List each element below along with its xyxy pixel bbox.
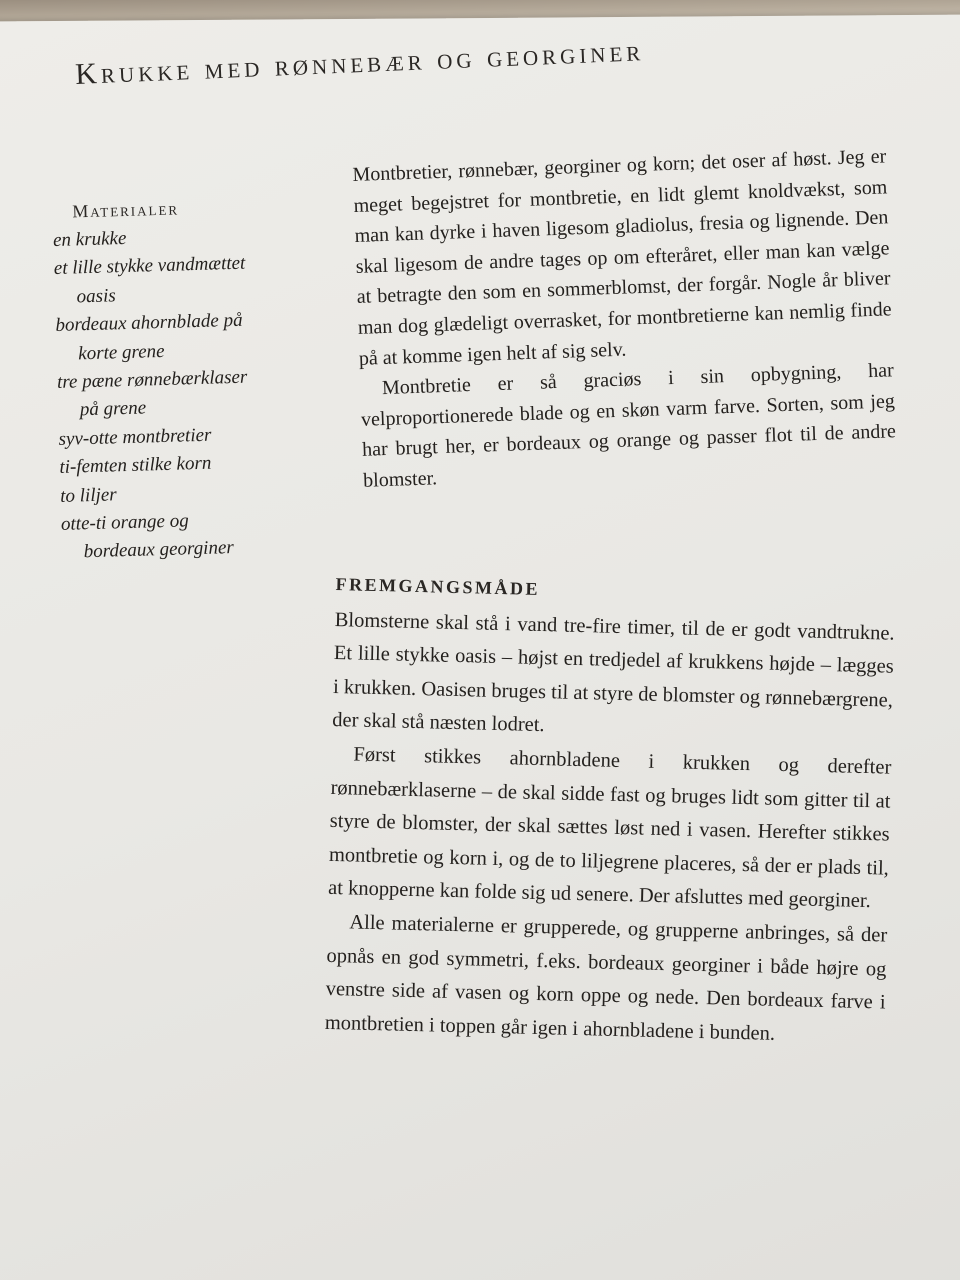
material-item: oasis [76,285,117,308]
material-item: et lille stykke vandmættet [53,253,246,280]
method-paragraph: Alle materialerne er grupperede, og grupperne anbringes, så der opnås en god symmetri, f.eks. bordeaux georginer i både højre og venstre side af vasen og korn oppe og nede. Den bordeaux farve i montbretien i toppen går igen i ahornbladene i bunden. [324,911,888,1045]
material-item: på grene [79,397,147,421]
material-item: ti-femten stilke korn [59,452,212,479]
material-item: en krukke [52,227,127,251]
material-item: otte-ti orange og [60,510,189,535]
material-item: to liljer [59,483,117,507]
materials-section [52,195,322,568]
page-title: Krukke med rønnebær og georginer [74,34,645,92]
material-item: bordeaux ahornblade på [55,309,243,337]
method-paragraph: Blomsterne skal stå i vand tre-fire timer, til de er godt vandtrukne. Et lille stykke oasis – højst en tredjedel af krukkens højde – lægges i krukken. Oasisen bruges til at styre de blomster og rønnebærgrene, der skal stå næsten lodret. [332,608,895,737]
materials-list [53,220,322,568]
method-paragraph: Først stikkes ahornbladene i krukken og derefter rønnebærklaserne – de skal sidde fast og bruges lidt som gitter til at styre de blomster, der skal sættes løst ned i vasen. Herefter stikkes montbretie og korn i, og de to liljegrene placeres, så der er plads til, at knopperne kan folde sig ud senere. Der afsluttes med georginer. [327,743,892,913]
material-item: korte grene [77,340,165,364]
material-item: tre pæne rønnebærklaser [56,366,248,393]
method-heading: FREMGANGSMÅDE [335,573,541,599]
material-item: syv-otte montbretier [58,424,212,450]
intro-text [352,141,897,496]
intro-paragraph: Montbretie er så graciøs i sin opbygning, har velproportionerede blade og en skøn varm farve. Sorten, som jeg har brugt her, er bordeaux og orange og passer flot til de andre blomster. [360,359,897,492]
materials-heading: Materialer [71,198,180,222]
material-item: bordeaux georginer [83,537,235,563]
intro-paragraph: Montbretier, rønnebær, georginer og korn; det oser af høst. Jeg er meget begejstret for montbretie, en lidt glemt knoldvækst, som man kan dyrke i haven ligesom gladiolus, fresia og lignende. Den skal ligesom de andre tages op om efteråret, eller man kan vælge at betragte den som en sommerblomst, der forgår. Nogle år bliver man dog glædeligt overrasket, for montbretierne kan nemlig finde på at komme igen helt af sig selv. [352,145,892,370]
method-section [324,568,895,1054]
